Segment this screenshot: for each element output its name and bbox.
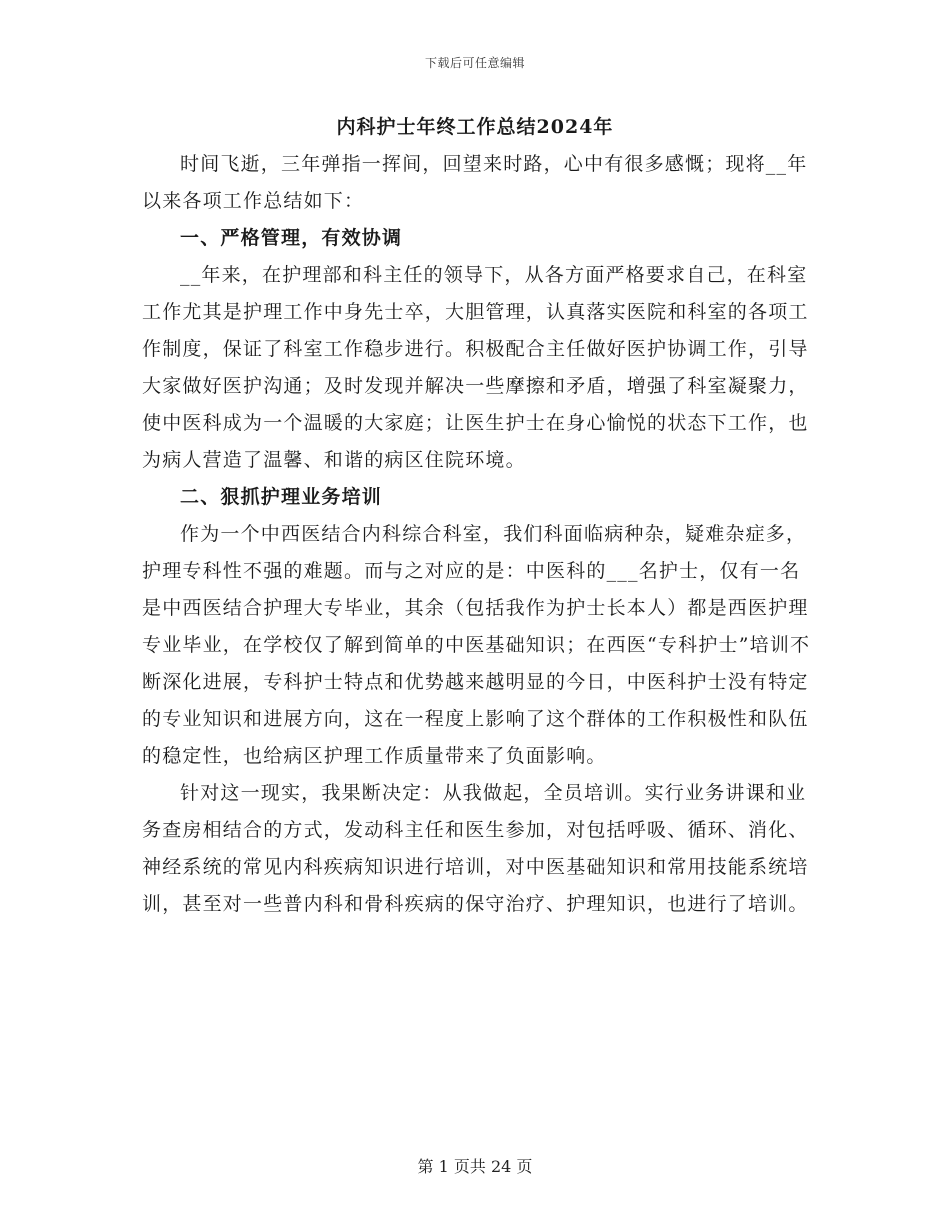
section-2-heading: 二、狠抓护理业务培训 [180,486,383,508]
document-title: 内科护士年终工作总结2024年 [336,116,614,138]
section-2-paragraph-1: 作为一个中西医结合内科综合科室，我们科面临病种杂，疑难杂症多，护理专科性不强的难题。而与之对应的是：中医科的___名护士，仅有一名是中西医结合护理大专毕业，其余（包括我作为护士长本人）都是西医护理专业毕业，在学校仅了解到简单的中医基础知识；在西医“专科护士”培训不断深化进展，专科护士特点和优势越来越明显的今日，中医科护士没有特定的专业知识和进展方向，这在一程度上影响了这个群体的工作积极性和队伍的稳定性，也给病区护理工作质量带来了负面影响。 [142,523,811,767]
intro-paragraph: 时间飞逝，三年弹指一挥间，回望来时路，心中有很多感慨；现将__年以来各项工作总结如下： [142,153,808,212]
section-1-heading: 一、严格管理，有效协调 [180,227,403,249]
document-body [142,146,814,923]
section-2-paragraph-2: 针对这一现实，我果断决定：从我做起，全员培训。实行业务讲课和业务查房相结合的方式，发动科主任和医生参加，对包括呼吸、循环、消化、神经系统的常见内科疾病知识进行培训，对中医基础知识和常用技能系统培训，甚至对一些普内科和骨科疾病的保守治疗、护理知识，也进行了培训。 [142,782,809,915]
page-number-footer: 第 1 页共 24 页 [417,1157,533,1176]
header-note: 下载后可任意编辑 [424,56,525,70]
section-1-paragraph: __年来，在护理部和科主任的领导下，从各方面严格要求自己，在科室工作尤其是护理工作中身先士卒，大胆管理，认真落实医院和科室的各项工作制度，保证了科室工作稳步进行。积极配合主任做好医护协调工作，引导大家做好医护沟通；及时发现并解决一些摩擦和矛盾，增强了科室凝聚力，使中医科成为一个温暖的大家庭；让医生护士在身心愉悦的状态下工作，也为病人营造了温馨、和谐的病区住院环境。 [142,264,809,471]
